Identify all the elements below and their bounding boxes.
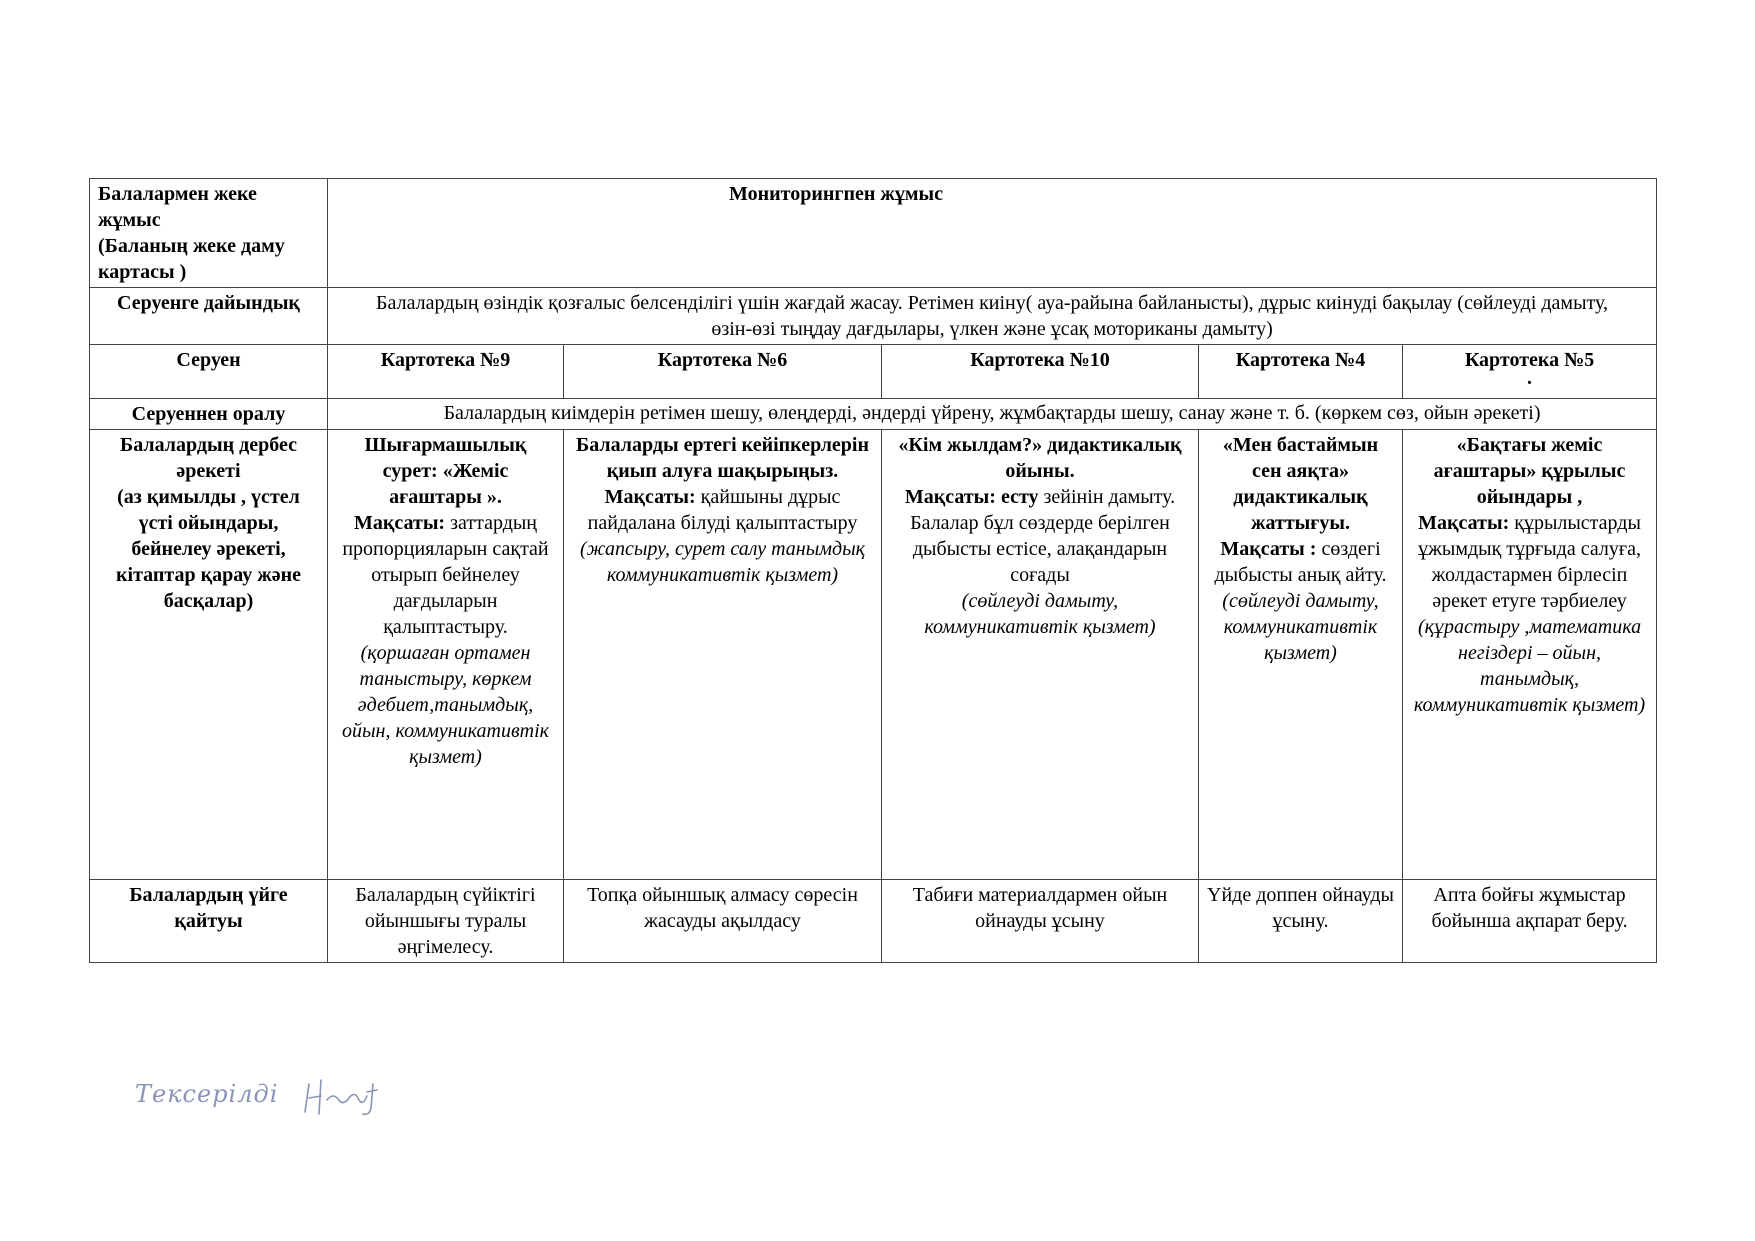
walk-card-2: Картотека №6 [564,345,882,399]
row-label-going-home: Балалардың үйге қайтуы [90,880,328,963]
activity-areas: (сөйлеуді дамыту, коммуникативтік қызмет) [924,590,1156,638]
row-going-home [90,880,1657,963]
row-independent-activity [90,430,1657,880]
weekly-plan-table [89,178,1657,963]
going-home-item-1: Балалардың сүйіктігі ойыншығы туралы әңгімелесу. [328,880,564,963]
activity-title: Шығармашылық сурет: «Жеміс ағаштары ». [364,434,527,508]
row-label-return-from-walk: Серуеннен оралу [90,399,328,430]
walk-card-1: Картотека №9 [328,345,564,399]
walk-card-5-dot: . [1527,367,1533,389]
row-label-independent-activity: Балалардың дербес әрекеті (аз қимылды , үстел үсті ойындары, бейнелеу әрекеті, кітаптар қарау және басқалар) [90,430,328,880]
goal-label: Мақсаты : [1220,538,1317,560]
going-home-item-5: Апта бойғы жұмыстар бойынша ақпарат беру. [1403,880,1657,963]
activity-title: «Мен бастаймын сен аяқта» дидактикалық жаттығуы. [1222,434,1379,534]
activity-cell-3 [882,430,1199,880]
activity-title: Балаларды ертегі кейіпкерлерін қиып алуға шақырыңыз. [575,434,870,482]
row-individual-work [90,179,1657,288]
row-label-walk-preparation: Серуенге дайындық [90,288,328,345]
walk-preparation-content: Балалардың өзіндік қозғалыс белсенділігі үшін жағдай жасау. Ретімен киіну( ауа-райына байланысты), дұрыс киінуді бақылау (сөйлеуді дамыту, өзін-өзі тыңдау дағдылары, үлкен және ұсақ моториканы дамыту) [328,288,1657,345]
walk-card-5-label: Картотека №5 [1464,349,1595,371]
activity-cell-1 [328,430,564,880]
going-home-item-3: Табиғи материалдармен ойын ойнауды ұсыну [882,880,1199,963]
row-return-from-walk [90,399,1657,430]
return-from-walk-content: Балалардың киімдерін ретімен шешу, өлеңдерді, әндерді үйрену, жұмбақтарды шешу, санау және т. б. (көркем сөз, ойын әрекеті) [328,399,1657,430]
activity-cell-4 [1199,430,1403,880]
walk-card-5 [1403,345,1657,399]
walk-card-3: Картотека №10 [882,345,1199,399]
row-walk-preparation [90,288,1657,345]
activity-areas: (құрастыру ,математика негіздері – ойын, танымдық, коммуникативтік қызмет) [1413,616,1646,716]
goal-text: заттардың пропорцияларын сақтай отырып бейнелеу дағдыларын қалыптастыру. [342,512,549,638]
checked-signature [135,1080,278,1108]
goal-label: Мақсаты: [353,512,446,534]
activity-areas: (жапсыру, сурет салу танымдық коммуникативтік қызмет) [579,538,866,586]
activity-areas: (сөйлеуді дамыту, коммуникативтік қызмет) [1222,590,1379,664]
signature-scribble [295,1070,535,1130]
row-label-individual-work: Балалармен жеке жұмыс (Баланың жеке даму картасы ) [90,179,328,288]
goal-text: қайшыны дұрыс пайдалана білуді қалыптастыру [587,486,858,534]
walk-card-4: Картотека №4 [1199,345,1403,399]
goal-label: Мақсаты: [1418,512,1510,534]
goal-label: Мақсаты: есту [904,486,1039,508]
going-home-item-4: Үйде доппен ойнауды ұсыну. [1199,880,1403,963]
activity-cell-5 [1403,430,1657,880]
activity-cell-2 [564,430,882,880]
monitoring-cell: Мониторингпен жұмыс [328,179,1657,288]
goal-text: сөздегі дыбысты анық айту. [1214,538,1387,586]
activity-areas: (қоршаған ортамен таныстыру, көркем әдебиет,танымдық, ойын, коммуникативтік қызмет) [342,642,549,768]
row-walk [90,345,1657,399]
row-label-walk: Серуен [90,345,328,399]
going-home-item-2: Топқа ойыншық алмасу сөресін жасауды ақылдасу [564,880,882,963]
goal-text: зейінін дамыту. Балалар бұл сөздерде берілген дыбысты естісе, алақандарын соғады [910,486,1176,586]
goal-label: Мақсаты: [604,486,696,508]
activity-title: «Кім жылдам?» дидактикалық ойыны. [898,434,1182,482]
signature-label: Тексерілді [135,1080,279,1108]
goal-text: құрылыстарды ұжымдық тұрғыда салуға, жолдастармен бірлесіп әрекет етуге тәрбиелеу [1418,512,1641,612]
activity-title: «Бақтағы жеміс ағаштары» құрылыс ойындары , [1433,434,1626,508]
